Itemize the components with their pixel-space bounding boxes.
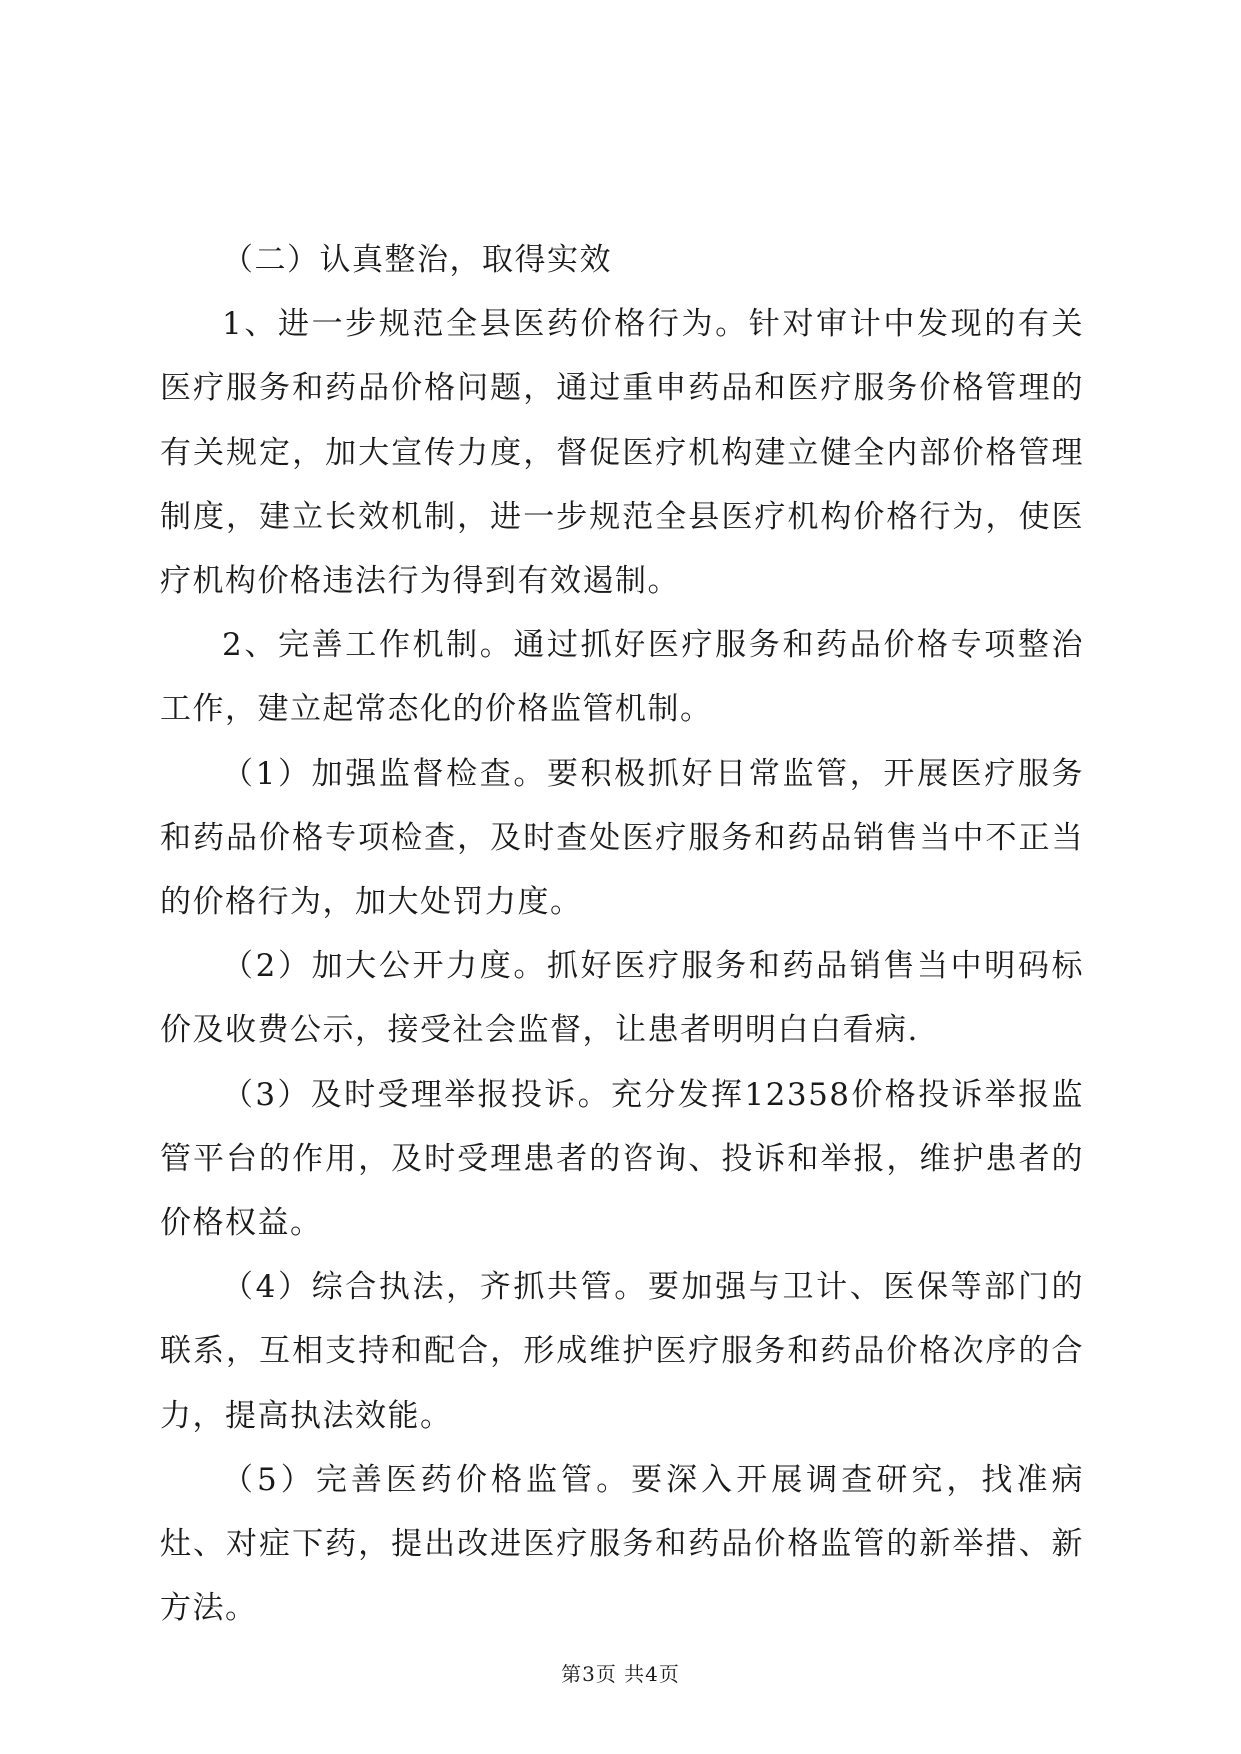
paragraph-subitem-5: （5）完善医药价格监管。要深入开展调查研究，找准病灶、对症下药，提出改进医疗服务和药品价格监管的新举措、新方法。 — [160, 1461, 1084, 1627]
paragraph-subitem-4: （4）综合执法，齐抓共管。要加强与卫计、医保等部门的联系，互相支持和配合，形成维护医疗服务和药品价格次序的合力，提高执法效能。 — [160, 1269, 1084, 1434]
paragraph-item-1: 1、进一步规范全县医药价格行为。针对审计中发现的有关医疗服务和药品价格问题，通过重申药品和医疗服务价格管理的有关规定，加大宣传力度，督促医疗机构建立健全内部价格管理制度，建立长效机制，进一步规范全县医疗机构价格行为，使医疗机构价格违法行为得到有效遏制。 — [160, 306, 1084, 600]
paragraph-item-2: 2、完善工作机制。通过抓好医疗服务和药品价格专项整治工作，建立起常态化的价格监管机制。 — [160, 627, 1084, 728]
document-body — [160, 228, 1084, 1640]
page-indicator: 第3页 共4页 — [561, 1662, 680, 1686]
paragraph-subitem-2: （2）加大公开力度。抓好医疗服务和药品销售当中明码标价及收费公示，接受社会监督，让患者明明白白看病. — [160, 948, 1084, 1049]
paragraph-subitem-1: （1）加强监督检查。要积极抓好日常监管，开展医疗服务和药品价格专项检查，及时查处医疗服务和药品销售当中不正当的价格行为，加大处罚力度。 — [160, 755, 1084, 921]
paragraph-subitem-3: （3）及时受理举报投诉。充分发挥12358价格投诉举报监管平台的作用，及时受理患者的咨询、投诉和举报，维护患者的价格权益。 — [160, 1076, 1084, 1242]
page-footer — [0, 1658, 1241, 1687]
section-heading: （二）认真整治，取得实效 — [222, 242, 612, 278]
